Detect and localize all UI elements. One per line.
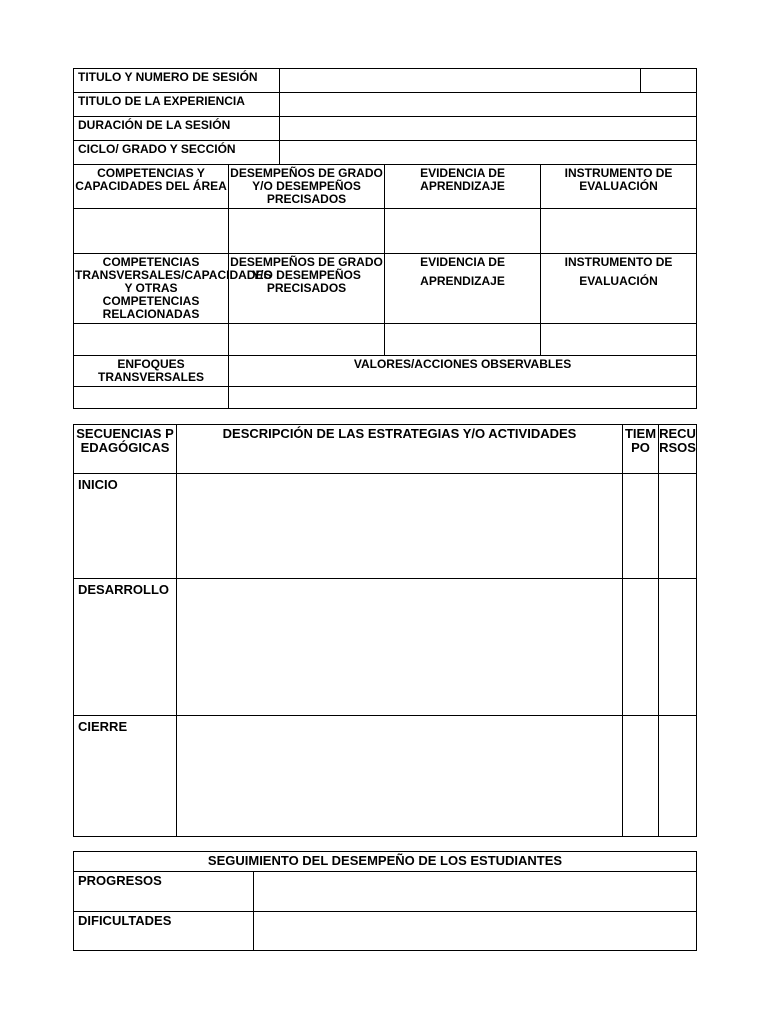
inicio-time-cell[interactable] (623, 474, 659, 579)
desarrollo-description-cell[interactable] (177, 579, 623, 716)
progresos-row (74, 872, 697, 912)
cierre-time-cell[interactable] (623, 716, 659, 837)
enfoques-entry-row (74, 387, 697, 409)
learning-sequence-table (73, 424, 697, 837)
desarrollo-time-cell[interactable] (623, 579, 659, 716)
transversales-cell[interactable] (74, 324, 229, 356)
inicio-label: INICIO (74, 474, 177, 579)
recursos-header: RECURSOS (659, 425, 697, 474)
tracking-header-row (74, 852, 697, 872)
competencias-header-row (74, 165, 697, 209)
desempenos-cell[interactable] (229, 209, 385, 254)
dificultades-label: DIFICULTADES (74, 912, 254, 951)
desarrollo-label: DESARROLLO (74, 579, 177, 716)
experience-title-field[interactable] (280, 93, 697, 117)
session-title-row (74, 69, 697, 93)
evidencia-header: EVIDENCIA DE APRENDIZAJE (385, 165, 541, 209)
transversales-instrumento-cell[interactable] (541, 324, 697, 356)
transversales-evidencia-cell[interactable] (385, 324, 541, 356)
transversales-entry-row (74, 324, 697, 356)
desempenos-header: DESEMPEÑOS DE GRADO Y/O DESEMPEÑOS PRECISADOS (229, 165, 385, 209)
progresos-label: PROGRESOS (74, 872, 254, 912)
valores-header: VALORES/ACCIONES OBSERVABLES (229, 356, 697, 387)
valores-cell[interactable] (229, 387, 697, 409)
performance-tracking-table (73, 851, 697, 951)
enfoques-header: ENFOQUES TRANSVERSALES (74, 356, 229, 387)
session-title-field[interactable] (280, 69, 641, 93)
session-duration-field[interactable] (280, 117, 697, 141)
desarrollo-resources-cell[interactable] (659, 579, 697, 716)
transversales-header-row (74, 254, 697, 324)
cierre-row (74, 716, 697, 837)
transversales-evidencia-header (385, 254, 541, 324)
dificultades-cell[interactable] (254, 912, 697, 951)
evidencia-line-1: EVIDENCIA DE (420, 255, 505, 269)
progresos-cell[interactable] (254, 872, 697, 912)
descripcion-header: DESCRIPCIÓN DE LAS ESTRATEGIAS Y/O ACTIVIDADES (177, 425, 623, 474)
competencias-cell[interactable] (74, 209, 229, 254)
instrumento-line-2: EVALUACIÓN (579, 274, 658, 288)
session-duration-label: DURACIÓN DE LA SESIÓN (74, 117, 280, 141)
transversales-desempenos-cell[interactable] (229, 324, 385, 356)
instrumento-cell[interactable] (541, 209, 697, 254)
competencias-header: COMPETENCIAS Y CAPACIDADES DEL ÁREA (74, 165, 229, 209)
evidencia-line-2: APRENDIZAJE (420, 274, 505, 288)
transversales-desempenos-header: DESEMPEÑOS DE GRADO Y/O DESEMPEÑOS PRECISADOS (229, 254, 385, 324)
dificultades-row (74, 912, 697, 951)
session-number-field[interactable] (641, 69, 697, 93)
instrumento-line-1: INSTRUMENTO DE (564, 255, 673, 269)
secuencias-header: SECUENCIAS PEDAGÓGICAS (74, 425, 177, 474)
experience-title-label: TITULO DE LA EXPERIENCIA (74, 93, 280, 117)
session-planning-table (73, 68, 697, 409)
cierre-resources-cell[interactable] (659, 716, 697, 837)
cycle-grade-section-label: CICLO/ GRADO Y SECCIÓN (74, 141, 280, 165)
inicio-row (74, 474, 697, 579)
enfoques-header-row (74, 356, 697, 387)
evidencia-cell[interactable] (385, 209, 541, 254)
transversales-instrumento-header (541, 254, 697, 324)
session-title-label: TITULO Y NUMERO DE SESIÓN (74, 69, 280, 93)
enfoques-cell[interactable] (74, 387, 229, 409)
tiempo-header: TIEMPO (623, 425, 659, 474)
inicio-description-cell[interactable] (177, 474, 623, 579)
sequence-header-row (74, 425, 697, 474)
tracking-title: SEGUIMIENTO DEL DESEMPEÑO DE LOS ESTUDIANTES (74, 852, 697, 872)
competencias-entry-row (74, 209, 697, 254)
instrumento-header: INSTRUMENTO DE EVALUACIÓN (541, 165, 697, 209)
cycle-grade-section-field[interactable] (280, 141, 697, 165)
transversales-header: COMPETENCIAS TRANSVERSALES/CAPACIDADES Y OTRAS COMPETENCIAS RELACIONADAS (74, 254, 229, 324)
cierre-label: CIERRE (74, 716, 177, 837)
cierre-description-cell[interactable] (177, 716, 623, 837)
inicio-resources-cell[interactable] (659, 474, 697, 579)
desarrollo-row (74, 579, 697, 716)
